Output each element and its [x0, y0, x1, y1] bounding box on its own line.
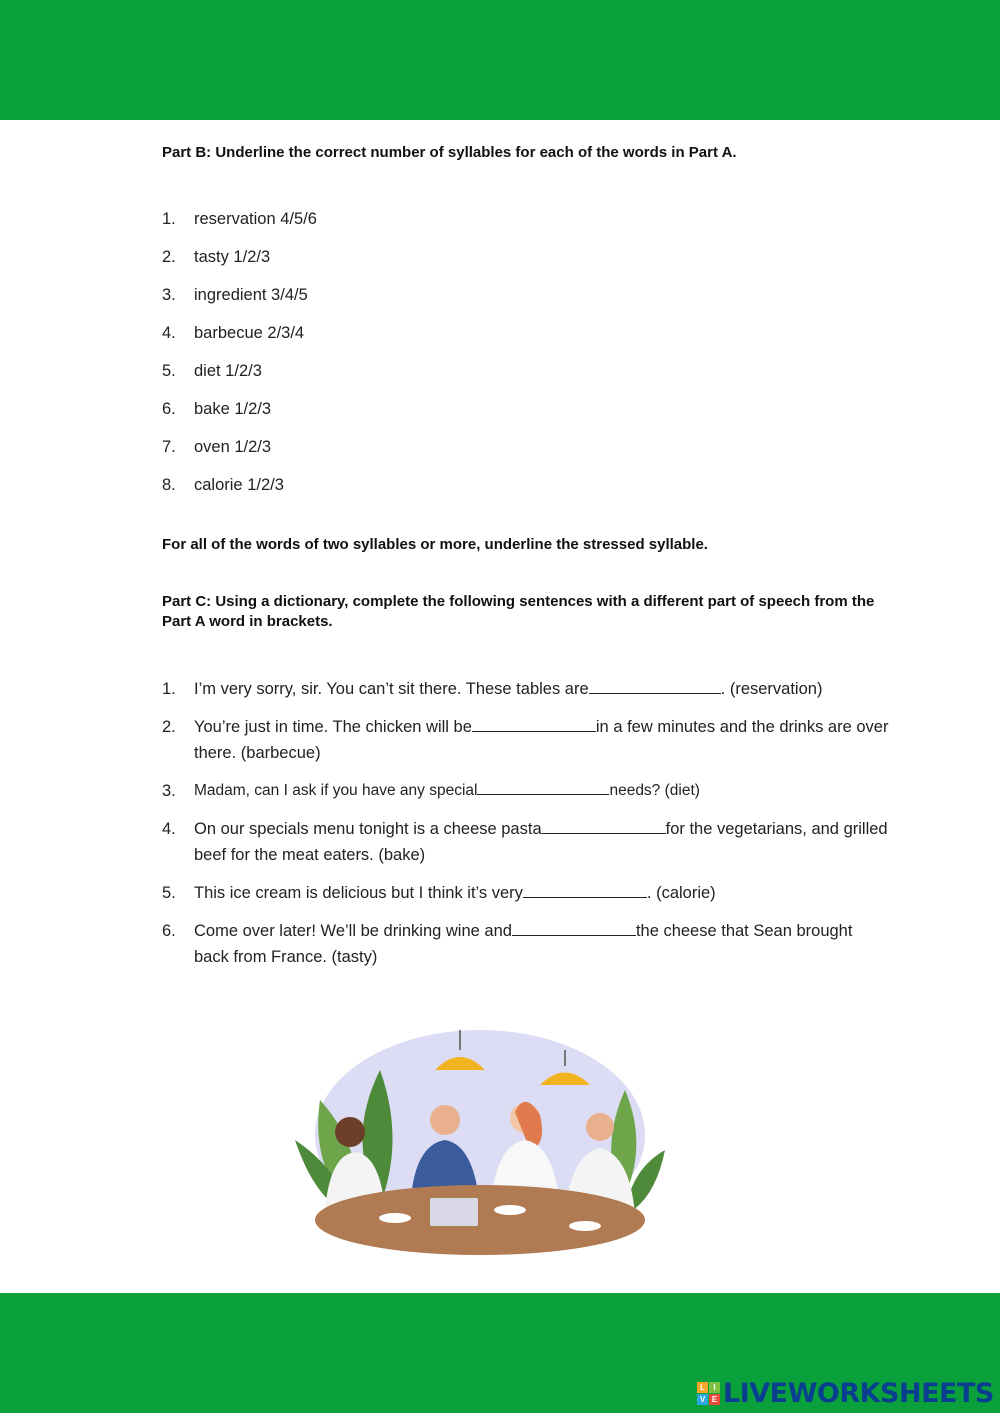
logo-text: LIVEWORKSHEETS [723, 1377, 994, 1409]
answer-blank[interactable] [512, 920, 636, 936]
stress-instruction: For all of the words of two syllables or more, underline the stressed syllable. [162, 536, 708, 553]
answer-blank[interactable] [523, 882, 647, 898]
list-item: 3. ingredient 3/4/5 [162, 286, 308, 304]
list-item: 6. Come over later! We’ll be drinking wine and the cheese that Sean brought back from France. (tasty) [162, 922, 853, 966]
part-b-heading: Part B: Underline the correct number of syllables for each of the words in Part A. [162, 144, 737, 161]
list-item: 4. On our specials menu tonight is a cheese pasta for the vegetarians, and grilled beef for the meat eaters. (bake) [162, 820, 888, 864]
list-item: 3. Madam, can I ask if you have any special needs? (diet) [162, 778, 900, 816]
list-item: 2. You’re just in time. The chicken will be in a few minutes and the drinks are over there. (barbecue) [162, 718, 889, 762]
list-item: 1. reservation 4/5/6 [162, 210, 317, 228]
answer-blank[interactable] [589, 678, 721, 694]
part-c-heading: Part C: Using a dictionary, complete the following sentences with a different part of speech from the Part A word in brackets. [162, 593, 875, 630]
part-b-list [162, 206, 900, 510]
answer-blank[interactable] [477, 779, 609, 795]
list-item: 7. oven 1/2/3 [162, 438, 272, 456]
list-item: 4. barbecue 2/3/4 [162, 324, 305, 342]
liveworksheets-logo[interactable] [697, 1377, 994, 1409]
answer-blank[interactable] [542, 818, 666, 834]
logo-badge-icon: L I V E [697, 1382, 720, 1405]
list-item: 2. tasty 1/2/3 [162, 248, 271, 266]
list-item: 6. bake 1/2/3 [162, 400, 272, 418]
answer-blank[interactable] [472, 716, 596, 732]
list-item: 5. diet 1/2/3 [162, 362, 262, 380]
list-item: 1. I’m very sorry, sir. You can’t sit there. These tables are . (reservation) [162, 680, 823, 698]
header-band [0, 0, 1000, 120]
part-c-list [162, 676, 900, 982]
list-item: 8. calorie 1/2/3 [162, 476, 284, 494]
restaurant-illustration [285, 1030, 675, 1260]
list-item: 5. This ice cream is delicious but I think it’s very . (calorie) [162, 884, 716, 902]
